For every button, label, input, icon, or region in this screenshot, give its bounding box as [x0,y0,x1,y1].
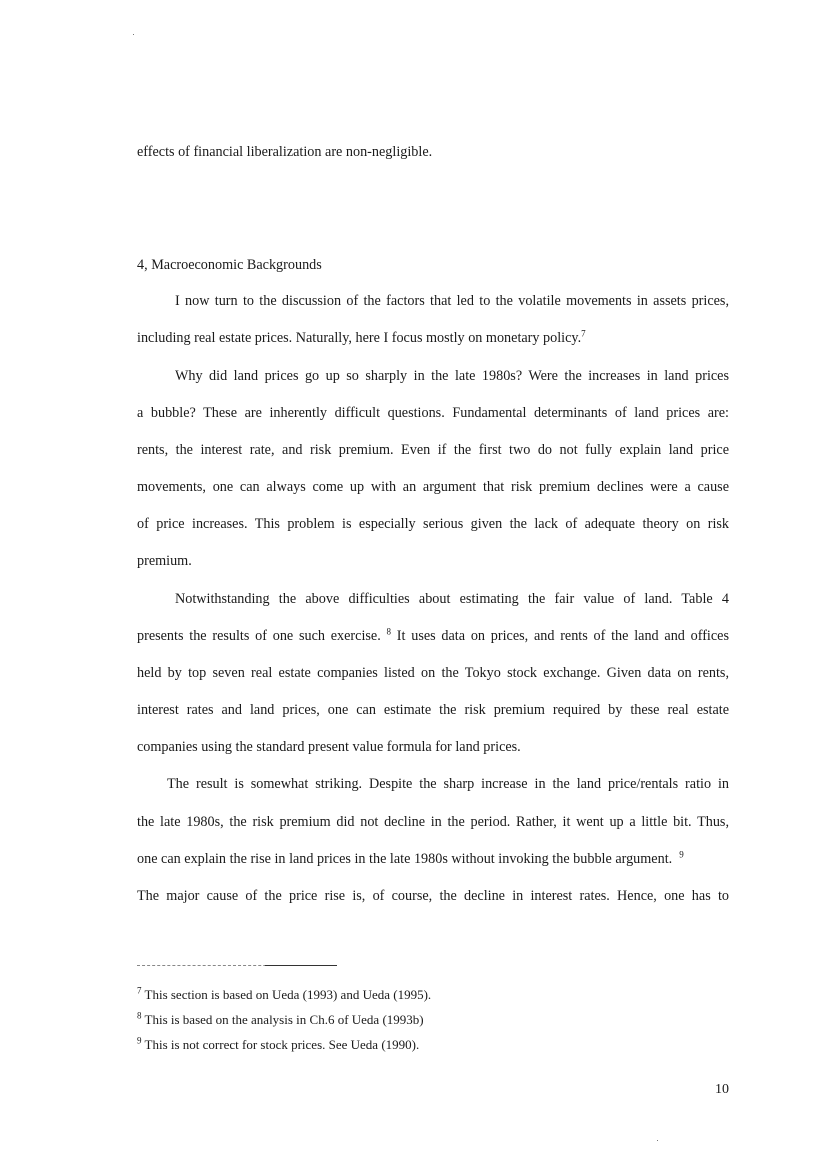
opening-line: effects of financial liberalization are non-negligible. [137,144,433,160]
footnote-text: This is based on the analysis in Ch.6 of Ueda (1993b) [144,1012,424,1027]
paragraph2-line3: rents, the interest rate, and risk premium. Even if the first two do not fully explain land price [137,442,729,458]
footnote-mark: 9 [137,1035,142,1046]
footnote-text: This is not correct for stock prices. See Ueda (1990). [144,1037,420,1052]
paragraph2-line1: Why did land prices go up so sharply in the late 1980s? Were the increases in land prices [175,368,729,384]
paragraph4-line4: The major cause of the price rise is, of course, the decline in interest rates. Hence, one has to [137,888,729,904]
footnote-ref-8: 8 [386,626,392,637]
paragraph3-line5: companies using the standard present value formula for land prices. [137,739,521,755]
footnote-ref-7: 7 [581,328,586,339]
footnote-8 [137,1011,424,1029]
paragraph3-line3: held by top seven real estate companies listed on the Tokyo stock exchange. Given data on rents, [137,665,729,681]
paragraph4-line1: The result is somewhat striking. Despite the sharp increase in the land price/rentals ratio in [167,776,729,792]
paragraph3-line4: interest rates and land prices, one can estimate the risk premium required by these real estate [137,702,729,718]
footnote-mark: 8 [137,1010,142,1021]
scan-speck [657,1140,658,1141]
page-number: 10 [715,1082,729,1097]
paragraph2-line4: movements, one can always come up with an argument that risk premium declines were a cause [137,479,729,495]
footnote-text: This section is based on Ueda (1993) and Ueda (1995). [144,987,432,1002]
paragraph3-line2-pre: presents the results of one such exercise. [137,628,381,644]
scan-speck [133,34,134,35]
paragraph4-line2: the late 1980s, the risk premium did not decline in the period. Rather, it went up a little bit. Thus, [137,814,729,830]
paragraph4-line3-text: one can explain the rise in land prices in the late 1980s without invoking the bubble argument. [137,851,673,867]
paragraph4-line3 [137,849,729,869]
footnote-ref-9: 9 [679,849,684,860]
paragraph3-line2-post: It uses data on prices, and rents of the land and offices [396,628,729,644]
footnote-9 [137,1036,419,1054]
paragraph2-line6: premium. [137,553,192,569]
paragraph2-line2: a bubble? These are inherently difficult questions. Fundamental determinants of land prices are: [137,405,729,421]
paragraph1-line2 [137,328,729,348]
paragraph2-line5: of price increases. This problem is especially serious given the lack of adequate theory on risk [137,516,729,532]
footnote-separator [265,965,337,966]
footnote-7 [137,986,431,1004]
paragraph1-line2-text: including real estate prices. Naturally, here I focus mostly on monetary policy. [137,330,582,346]
paragraph3-line1: Notwithstanding the above difficulties about estimating the fair value of land. Table 4 [175,591,729,607]
paragraph3-line2 [137,626,729,646]
footnote-mark: 7 [137,985,142,996]
paragraph1-line1: I now turn to the discussion of the factors that led to the volatile movements in assets prices, [175,293,729,309]
section-heading: 4, Macroeconomic Backgrounds [137,257,322,273]
